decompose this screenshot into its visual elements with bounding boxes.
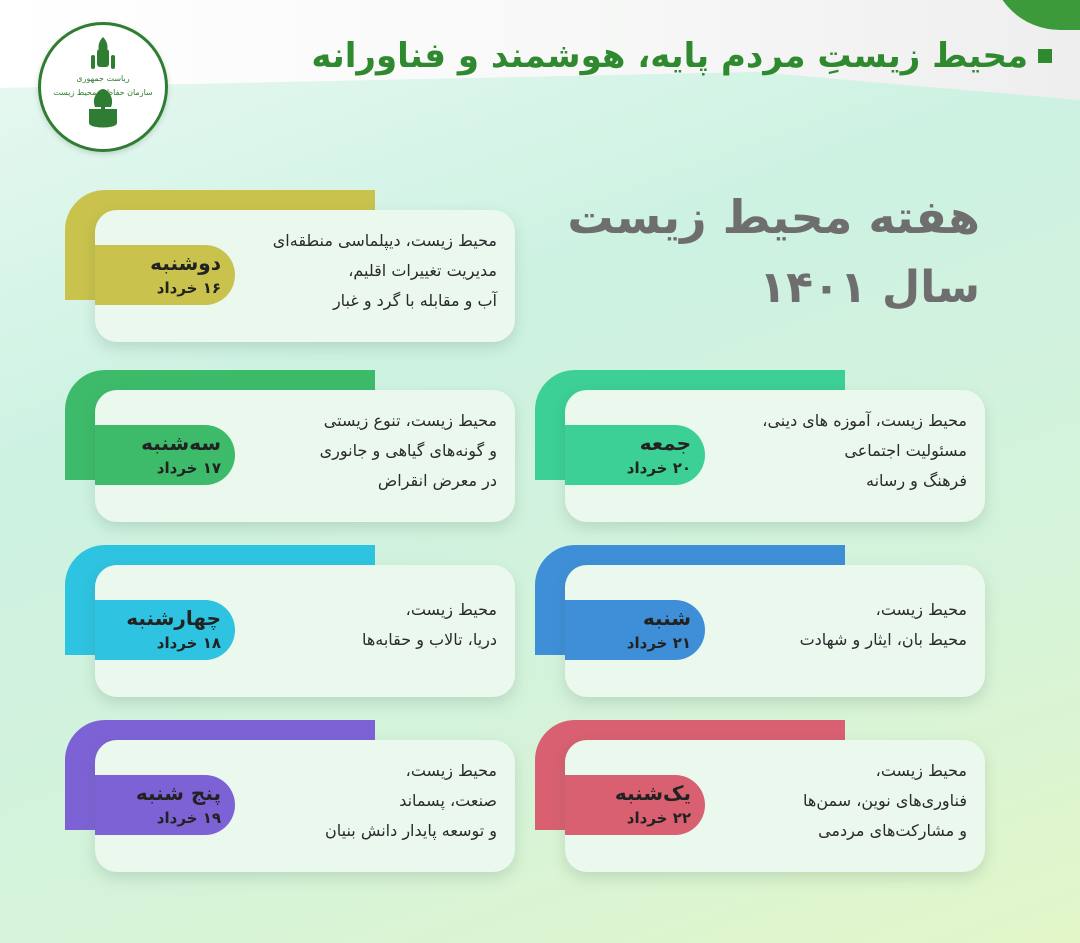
card-body bbox=[95, 740, 515, 872]
day-date: ۱۸ خرداد bbox=[156, 634, 221, 652]
day-description bbox=[237, 226, 497, 316]
day-pill bbox=[95, 775, 235, 835]
page-title bbox=[311, 36, 1052, 76]
description-line: و توسعه پایدار دانش بنیان bbox=[325, 821, 497, 840]
week-year: سال ۱۴۰۱ bbox=[759, 262, 980, 313]
organization-logo bbox=[38, 22, 168, 152]
card-body bbox=[565, 390, 985, 522]
card-body bbox=[565, 740, 985, 872]
day-name: شنبه bbox=[642, 606, 691, 630]
day-date: ۱۶ خرداد bbox=[156, 279, 221, 297]
day-name: چهارشنبه bbox=[126, 606, 221, 630]
day-card bbox=[65, 370, 515, 535]
card-body bbox=[565, 565, 985, 697]
description-line: محیط زیست، bbox=[875, 600, 967, 619]
description-line: محیط زیست، تنوع زیستی bbox=[323, 411, 497, 430]
day-card bbox=[65, 190, 515, 355]
day-name: سه‌شنبه bbox=[141, 431, 221, 455]
description-line: محیط زیست، bbox=[875, 761, 967, 780]
day-description bbox=[237, 406, 497, 496]
emblem-icon bbox=[41, 25, 165, 149]
day-pill bbox=[565, 600, 705, 660]
day-date: ۲۱ خرداد bbox=[626, 634, 691, 652]
card-body bbox=[95, 390, 515, 522]
day-description bbox=[707, 595, 967, 655]
day-date: ۱۷ خرداد bbox=[156, 459, 221, 477]
description-line: محیط زیست، آموزه های دینی، bbox=[762, 411, 967, 430]
week-title: هفته محیط زیست bbox=[567, 190, 980, 244]
day-description bbox=[707, 406, 967, 496]
page-title-text: محیط زیستِ مردم پایه، هوشمند و فناورانه bbox=[311, 36, 1028, 76]
card-body bbox=[95, 565, 515, 697]
day-name: یک‌شنبه bbox=[614, 781, 691, 805]
day-description bbox=[237, 756, 497, 846]
description-line: آب و مقابله با گرد و غبار bbox=[332, 291, 497, 310]
day-card bbox=[65, 545, 515, 710]
description-line: در معرض انقراض bbox=[377, 471, 497, 490]
day-pill bbox=[95, 600, 235, 660]
day-name: جمعه bbox=[639, 431, 691, 455]
description-line: صنعت، پسماند bbox=[399, 791, 497, 810]
description-line: فرهنگ و رسانه bbox=[866, 471, 967, 490]
day-description bbox=[707, 756, 967, 846]
day-date: ۲۲ خرداد bbox=[626, 809, 691, 827]
description-line: و گونه‌های گیاهی و جانوری bbox=[319, 441, 497, 460]
description-line: دریا، تالاب و حقابه‌ها bbox=[361, 630, 497, 649]
description-line: محیط زیست، bbox=[405, 600, 497, 619]
day-description bbox=[237, 595, 497, 655]
day-pill bbox=[95, 425, 235, 485]
day-card bbox=[535, 370, 985, 535]
day-date: ۲۰ خرداد bbox=[626, 459, 691, 477]
day-pill bbox=[95, 245, 235, 305]
description-line: و مشارکت‌های مردمی bbox=[818, 821, 967, 840]
day-card bbox=[535, 545, 985, 710]
day-card bbox=[65, 720, 515, 885]
title-bullet-icon bbox=[1038, 49, 1052, 63]
day-name: پنج شنبه bbox=[135, 781, 221, 805]
day-date: ۱۹ خرداد bbox=[156, 809, 221, 827]
description-line: مدیریت تغییرات اقلیم، bbox=[348, 261, 497, 280]
description-line: محیط بان، ایثار و شهادت bbox=[799, 630, 967, 649]
description-line: فناوری‌های نوین، سمن‌ها bbox=[803, 791, 967, 810]
day-name: دوشنبه bbox=[150, 251, 221, 275]
logo-text-2: سازمان حفاظت محیط زیست bbox=[53, 88, 153, 97]
description-line: محیط زیست، bbox=[405, 761, 497, 780]
logo-text-1: ریاست جمهوری bbox=[76, 74, 130, 83]
description-line: مسئولیت اجتماعی bbox=[844, 441, 967, 460]
day-card bbox=[535, 720, 985, 885]
description-line: محیط زیست، دیپلماسی منطقه‌ای bbox=[272, 231, 497, 250]
day-pill bbox=[565, 775, 705, 835]
day-pill bbox=[565, 425, 705, 485]
card-body bbox=[95, 210, 515, 342]
